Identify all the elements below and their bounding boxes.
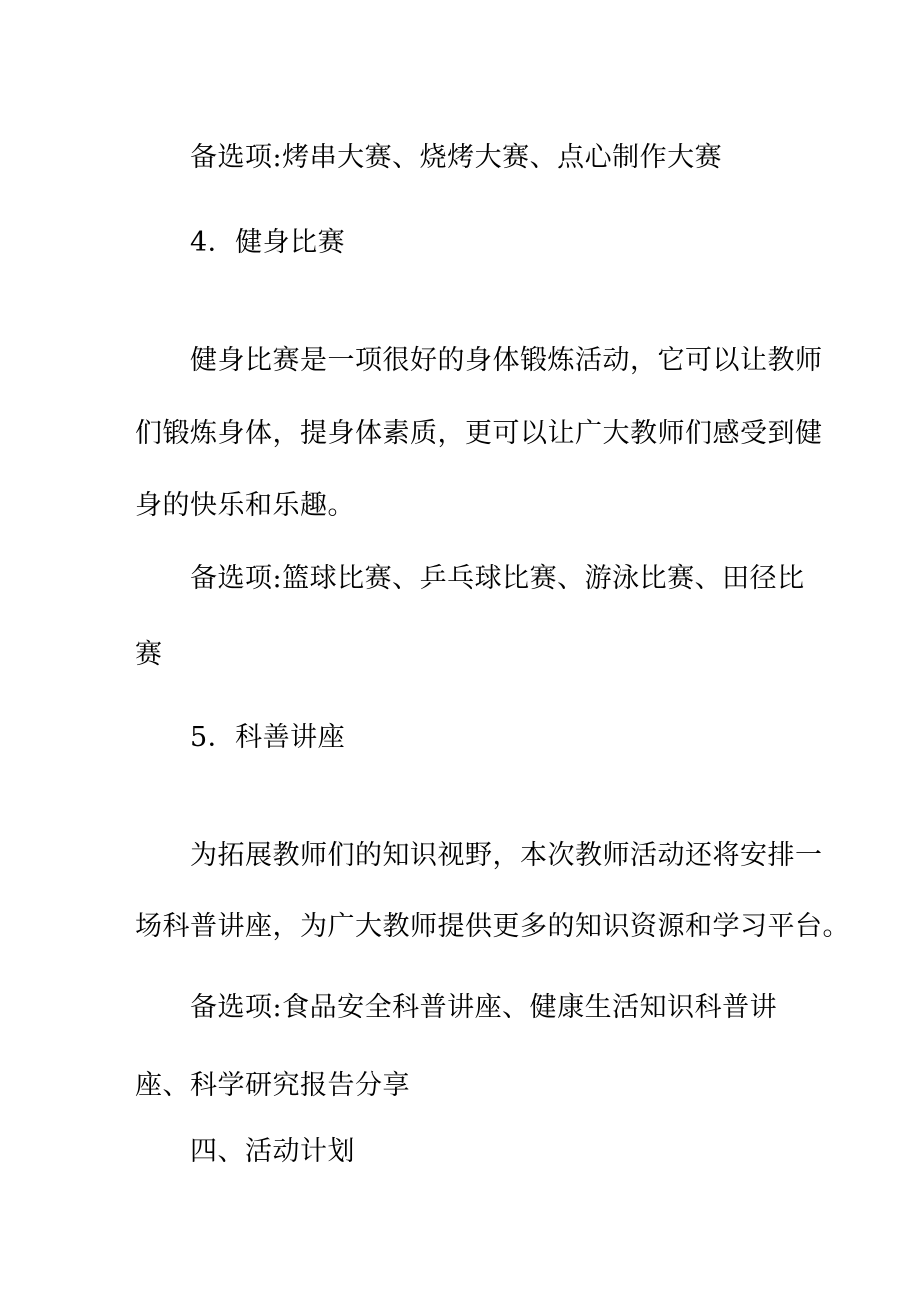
paragraph-line: 身的快乐和乐趣。 (135, 490, 355, 521)
section-heading: 5．科善讲座 (190, 722, 346, 753)
paragraph-line: 场科普讲座，为广大教师提供更多的知识资源和学习平台。 (135, 911, 850, 942)
section-heading: 4．健身比赛 (190, 227, 346, 258)
paragraph-line: 健身比赛是一项很好的身体锻炼活动，它可以让教师 (190, 345, 823, 376)
paragraph-line: 为拓展教师们的知识视野，本次教师活动还将安排一 (190, 840, 823, 871)
paragraph-line: 备选项:食品安全科普讲座、健康生活知识科普讲 (190, 992, 778, 1023)
paragraph-line: 赛 (135, 639, 163, 670)
section-heading: 四、活动计划 (190, 1136, 355, 1167)
paragraph-line: 座、科学研究报告分享 (135, 1070, 410, 1101)
paragraph-line: 备选项:烤串大赛、烧烤大赛、点心制作大赛 (190, 142, 723, 173)
paragraph-line: 备选项:篮球比赛、乒乓球比赛、游泳比赛、田径比 (190, 563, 805, 594)
paragraph-line: 们锻炼身体，提身体素质，更可以让广大教师们感受到健 (135, 418, 823, 449)
